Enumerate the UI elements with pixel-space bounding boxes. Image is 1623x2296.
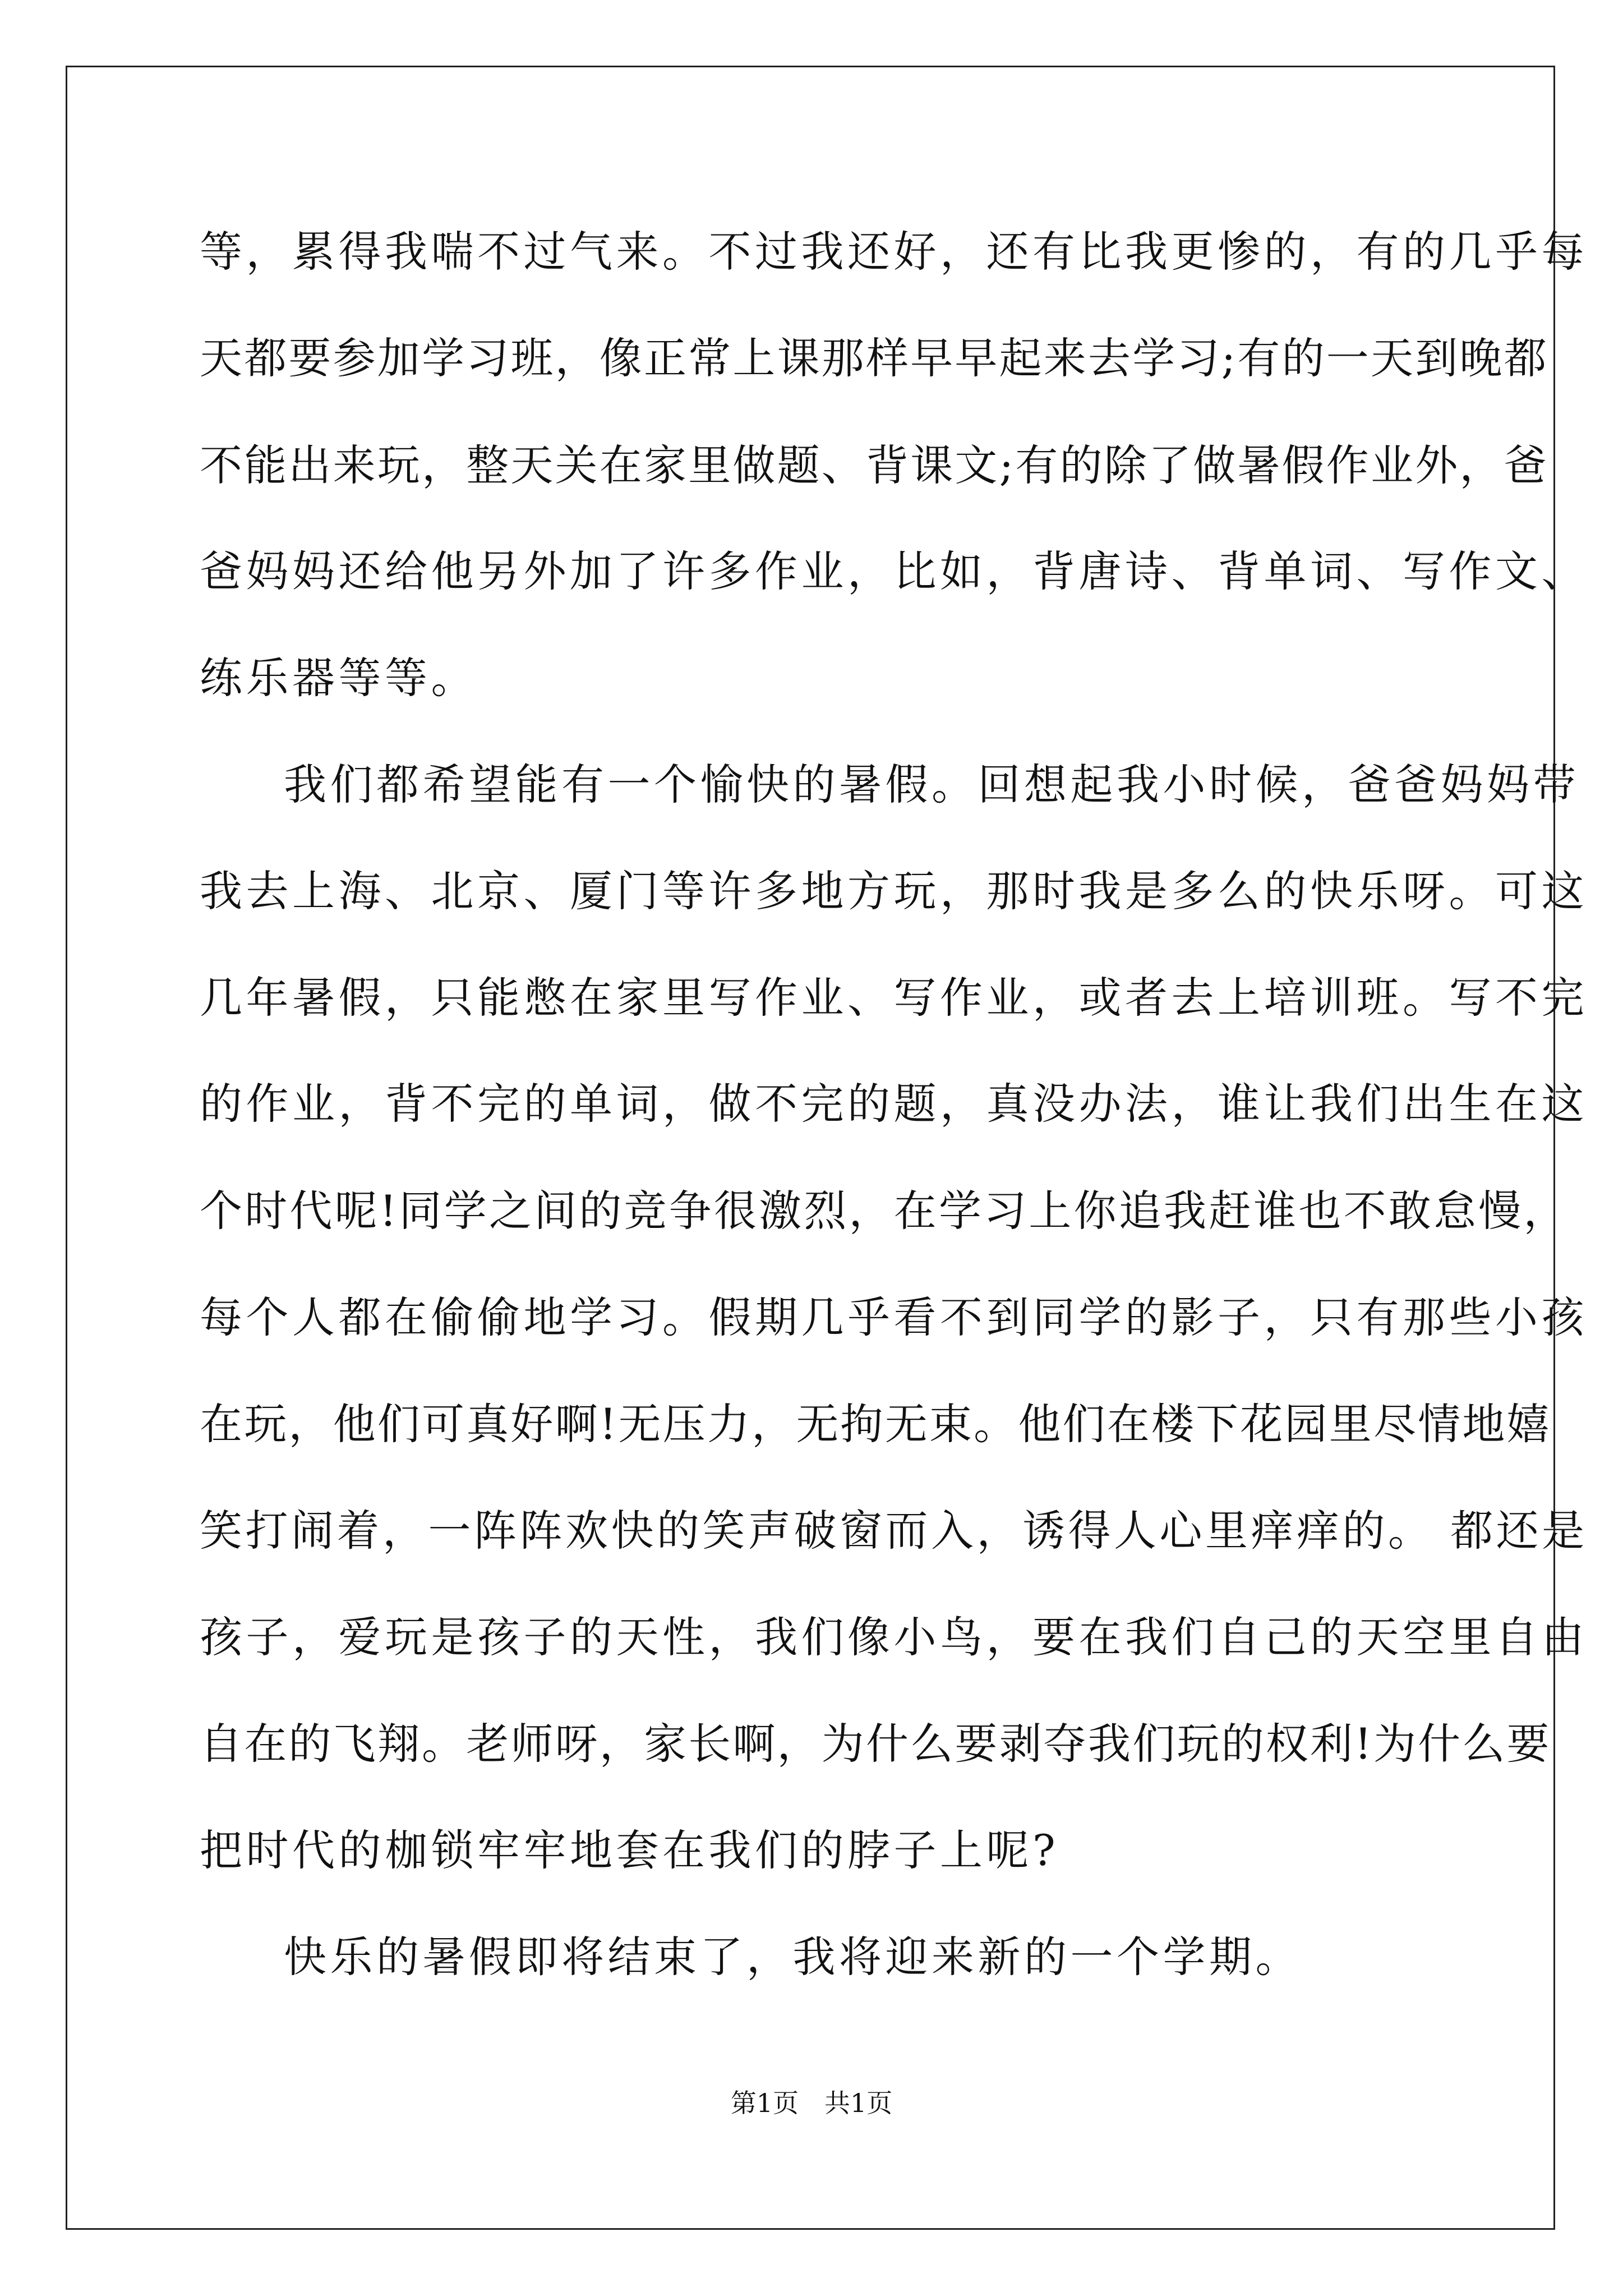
text-line: 我去上海、北京、厦门等许多地方玩，那时我是多么的快乐呀。可这 [200, 866, 1588, 916]
text-line: 几年暑假，只能憋在家里写作业、写作业，或者去上培训班。写不完 [200, 973, 1588, 1023]
page-border [66, 66, 1555, 2230]
text-line: 每个人都在偷偷地学习。假期几乎看不到同学的影子，只有那些小孩 [200, 1292, 1588, 1342]
paragraph-start-line: 我们都希望能有一个愉快的暑假。回想起我小时候，爸爸妈妈带 [284, 760, 1579, 809]
text-line: 自在的飞翔。老师呀，家长啊，为什么要剥夺我们玩的权利!为什么要 [200, 1719, 1551, 1769]
page-footer: 第1页 共1页 [730, 2088, 893, 2118]
text-line: 练乐器等等。 [200, 653, 477, 703]
paragraph-start-line: 快乐的暑假即将结束了，我将迎来新的一个学期。 [284, 1932, 1302, 1982]
text-line: 孩子，爱玩是孩子的天性，我们像小鸟，要在我们自己的天空里自由 [200, 1612, 1588, 1662]
text-line: 笑打闹着，一阵阵欢快的笑声破窗而入，诱得人心里痒痒的。 都还是 [200, 1506, 1588, 1556]
text-line: 爸妈妈还给他另外加了许多作业，比如，背唐诗、背单词、写作文、 [200, 546, 1588, 596]
text-line: 个时代呢!同学之间的竞争很激烈，在学习上你追我赶谁也不敢怠慢， [200, 1186, 1569, 1236]
text-line: 天都要参加学习班，像正常上课那样早早起来去学习;有的一天到晚都 [200, 333, 1548, 383]
text-line: 等，累得我喘不过气来。不过我还好，还有比我更惨的，有的几乎每 [200, 227, 1588, 277]
text-line: 把时代的枷锁牢牢地套在我们的脖子上呢? [200, 1825, 1059, 1875]
text-line: 不能出来玩，整天关在家里做题、背课文;有的除了做暑假作业外，爸 [200, 440, 1548, 490]
text-line: 的作业，背不完的单词，做不完的题，真没办法，谁让我们出生在这 [200, 1079, 1588, 1129]
text-line: 在玩，他们可真好啊!无压力，无拘无束。他们在楼下花园里尽情地嬉 [200, 1399, 1551, 1449]
